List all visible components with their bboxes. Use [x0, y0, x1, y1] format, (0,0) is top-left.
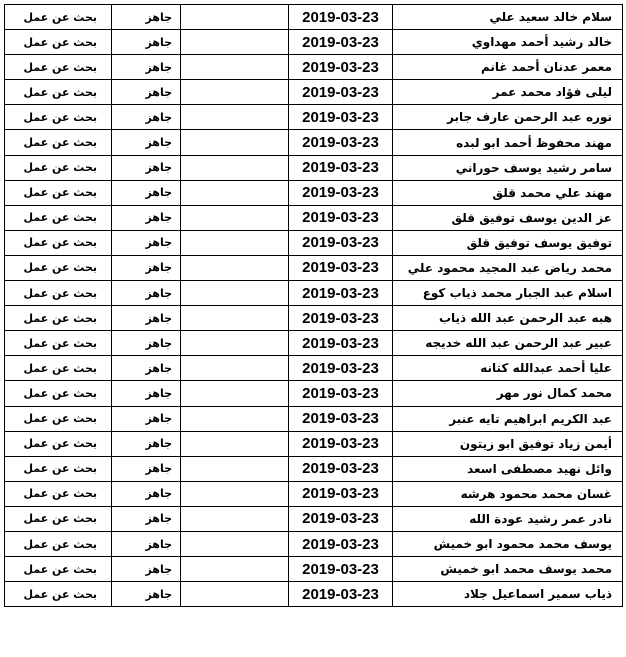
job-status-cell: بحث عن عمل: [5, 205, 112, 230]
date-cell: 2019-03-23: [289, 431, 393, 456]
date-cell: 2019-03-23: [289, 531, 393, 556]
job-status-cell: بحث عن عمل: [5, 255, 112, 280]
empty-cell: [181, 255, 289, 280]
name-cell: نادر عمر رشيد عودة الله: [393, 506, 623, 531]
empty-cell: [181, 531, 289, 556]
table-row: [5, 230, 623, 255]
job-status-cell: بحث عن عمل: [5, 281, 112, 306]
job-status-cell: بحث عن عمل: [5, 582, 112, 607]
table-row: [5, 281, 623, 306]
date-cell: 2019-03-23: [289, 30, 393, 55]
ready-cell: جاهز: [112, 180, 181, 205]
empty-cell: [181, 331, 289, 356]
table-row: [5, 5, 623, 30]
empty-cell: [181, 456, 289, 481]
date-cell: 2019-03-23: [289, 331, 393, 356]
ready-cell: جاهز: [112, 406, 181, 431]
name-cell: عبير عبد الرحمن عبد الله خديجه: [393, 331, 623, 356]
ready-cell: جاهز: [112, 506, 181, 531]
ready-cell: جاهز: [112, 306, 181, 331]
name-cell: عز الدين يوسف توفيق قلق: [393, 205, 623, 230]
job-status-cell: بحث عن عمل: [5, 481, 112, 506]
name-cell: نوره عبد الرحمن عارف جابر: [393, 105, 623, 130]
table-row: [5, 331, 623, 356]
job-status-cell: بحث عن عمل: [5, 55, 112, 80]
table-row: [5, 306, 623, 331]
date-cell: 2019-03-23: [289, 356, 393, 381]
ready-cell: جاهز: [112, 582, 181, 607]
name-cell: معمر عدنان أحمد غانم: [393, 55, 623, 80]
ready-cell: جاهز: [112, 381, 181, 406]
date-cell: 2019-03-23: [289, 406, 393, 431]
empty-cell: [181, 180, 289, 205]
empty-cell: [181, 582, 289, 607]
job-status-cell: بحث عن عمل: [5, 80, 112, 105]
ready-cell: جاهز: [112, 281, 181, 306]
table-row: [5, 356, 623, 381]
records-table: [4, 4, 623, 607]
job-status-cell: بحث عن عمل: [5, 180, 112, 205]
job-status-cell: بحث عن عمل: [5, 306, 112, 331]
empty-cell: [181, 230, 289, 255]
job-status-cell: بحث عن عمل: [5, 105, 112, 130]
date-cell: 2019-03-23: [289, 481, 393, 506]
ready-cell: جاهز: [112, 531, 181, 556]
date-cell: 2019-03-23: [289, 155, 393, 180]
name-cell: عليا أحمد عبدالله كتانه: [393, 356, 623, 381]
table-row: [5, 381, 623, 406]
empty-cell: [181, 506, 289, 531]
date-cell: 2019-03-23: [289, 381, 393, 406]
job-status-cell: بحث عن عمل: [5, 155, 112, 180]
ready-cell: جاهز: [112, 5, 181, 30]
ready-cell: جاهز: [112, 557, 181, 582]
job-status-cell: بحث عن عمل: [5, 130, 112, 155]
name-cell: اسلام عبد الجبار محمد ذياب كوع: [393, 281, 623, 306]
ready-cell: جاهز: [112, 55, 181, 80]
job-status-cell: بحث عن عمل: [5, 5, 112, 30]
date-cell: 2019-03-23: [289, 180, 393, 205]
date-cell: 2019-03-23: [289, 506, 393, 531]
empty-cell: [181, 431, 289, 456]
job-status-cell: بحث عن عمل: [5, 557, 112, 582]
empty-cell: [181, 406, 289, 431]
table-row: [5, 105, 623, 130]
ready-cell: جاهز: [112, 255, 181, 280]
ready-cell: جاهز: [112, 155, 181, 180]
name-cell: أيمن زياد توفيق ابو زيتون: [393, 431, 623, 456]
ready-cell: جاهز: [112, 431, 181, 456]
job-status-cell: بحث عن عمل: [5, 331, 112, 356]
table-row: [5, 531, 623, 556]
ready-cell: جاهز: [112, 80, 181, 105]
job-status-cell: بحث عن عمل: [5, 506, 112, 531]
empty-cell: [181, 130, 289, 155]
empty-cell: [181, 281, 289, 306]
job-status-cell: بحث عن عمل: [5, 531, 112, 556]
ready-cell: جاهز: [112, 456, 181, 481]
empty-cell: [181, 105, 289, 130]
empty-cell: [181, 306, 289, 331]
job-status-cell: بحث عن عمل: [5, 381, 112, 406]
empty-cell: [181, 381, 289, 406]
date-cell: 2019-03-23: [289, 557, 393, 582]
records-table-body: [5, 5, 623, 607]
table-row: [5, 205, 623, 230]
name-cell: ليلى فؤاد محمد عمر: [393, 80, 623, 105]
empty-cell: [181, 155, 289, 180]
date-cell: 2019-03-23: [289, 130, 393, 155]
name-cell: غسان محمد محمود هرشه: [393, 481, 623, 506]
empty-cell: [181, 557, 289, 582]
name-cell: محمد رياض عبد المجيد محمود علي: [393, 255, 623, 280]
date-cell: 2019-03-23: [289, 205, 393, 230]
empty-cell: [181, 55, 289, 80]
job-status-cell: بحث عن عمل: [5, 431, 112, 456]
ready-cell: جاهز: [112, 331, 181, 356]
name-cell: هبه عبد الرحمن عبد الله ذياب: [393, 306, 623, 331]
name-cell: عبد الكريم ابراهيم تايه عنبر: [393, 406, 623, 431]
date-cell: 2019-03-23: [289, 55, 393, 80]
table-row: [5, 557, 623, 582]
name-cell: سامر رشيد يوسف حوراني: [393, 155, 623, 180]
date-cell: 2019-03-23: [289, 80, 393, 105]
ready-cell: جاهز: [112, 481, 181, 506]
empty-cell: [181, 80, 289, 105]
empty-cell: [181, 30, 289, 55]
date-cell: 2019-03-23: [289, 255, 393, 280]
table-row: [5, 406, 623, 431]
name-cell: محمد يوسف محمد ابو خميش: [393, 557, 623, 582]
job-status-cell: بحث عن عمل: [5, 406, 112, 431]
table-row: [5, 155, 623, 180]
empty-cell: [181, 356, 289, 381]
date-cell: 2019-03-23: [289, 456, 393, 481]
empty-cell: [181, 5, 289, 30]
table-row: [5, 55, 623, 80]
table-row: [5, 431, 623, 456]
job-status-cell: بحث عن عمل: [5, 30, 112, 55]
name-cell: مهند محفوظ أحمد ابو لبده: [393, 130, 623, 155]
table-row: [5, 80, 623, 105]
name-cell: ذياب سمير اسماعيل جلاد: [393, 582, 623, 607]
ready-cell: جاهز: [112, 30, 181, 55]
job-status-cell: بحث عن عمل: [5, 230, 112, 255]
job-status-cell: بحث عن عمل: [5, 356, 112, 381]
name-cell: سلام خالد سعيد علي: [393, 5, 623, 30]
ready-cell: جاهز: [112, 105, 181, 130]
empty-cell: [181, 205, 289, 230]
table-row: [5, 456, 623, 481]
name-cell: محمد كمال نور مهر: [393, 381, 623, 406]
name-cell: خالد رشيد أحمد مهداوي: [393, 30, 623, 55]
ready-cell: جاهز: [112, 230, 181, 255]
ready-cell: جاهز: [112, 356, 181, 381]
date-cell: 2019-03-23: [289, 5, 393, 30]
name-cell: وائل نهيد مصطفى اسعد: [393, 456, 623, 481]
empty-cell: [181, 481, 289, 506]
job-status-cell: بحث عن عمل: [5, 456, 112, 481]
table-row: [5, 255, 623, 280]
table-row: [5, 481, 623, 506]
name-cell: يوسف محمد محمود ابو خميش: [393, 531, 623, 556]
table-row: [5, 506, 623, 531]
table-row: [5, 180, 623, 205]
table-row: [5, 30, 623, 55]
ready-cell: جاهز: [112, 130, 181, 155]
date-cell: 2019-03-23: [289, 306, 393, 331]
table-row: [5, 130, 623, 155]
ready-cell: جاهز: [112, 205, 181, 230]
date-cell: 2019-03-23: [289, 105, 393, 130]
date-cell: 2019-03-23: [289, 582, 393, 607]
name-cell: مهند علي محمد قلق: [393, 180, 623, 205]
table-row: [5, 582, 623, 607]
date-cell: 2019-03-23: [289, 230, 393, 255]
date-cell: 2019-03-23: [289, 281, 393, 306]
name-cell: توفيق يوسف توفيق قلق: [393, 230, 623, 255]
